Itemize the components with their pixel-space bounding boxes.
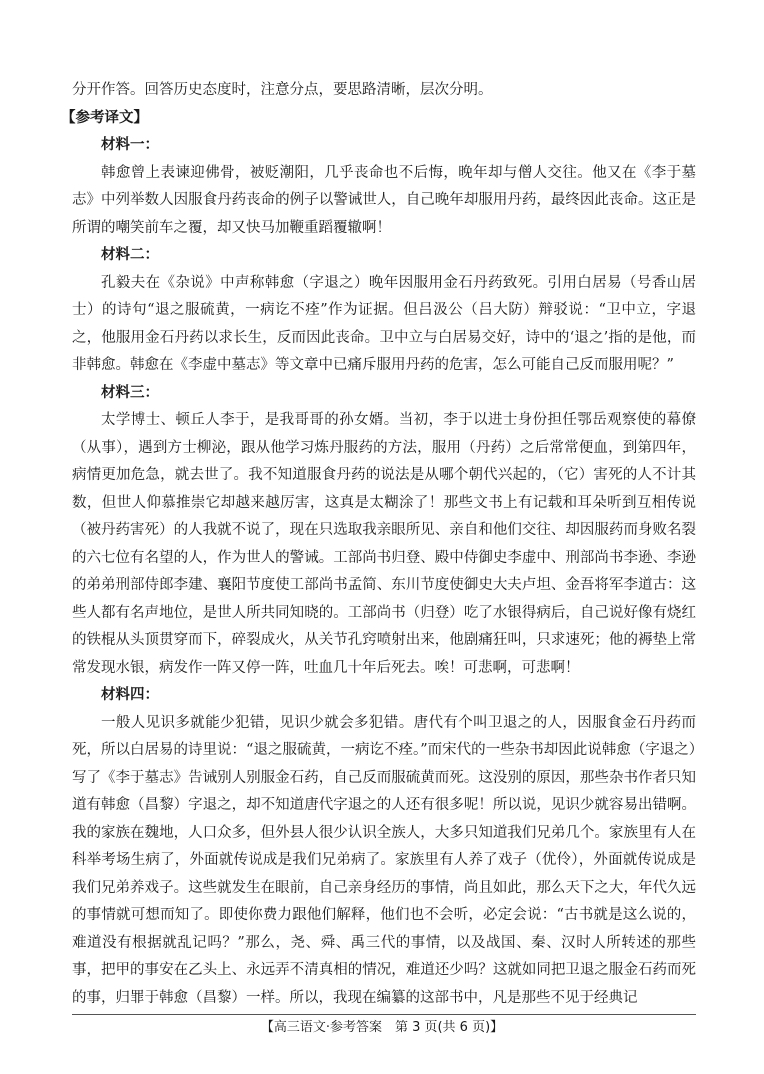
- material-paragraph: 一般人见识多就能少犯错，见识少就会多犯错。唐代有个叫卫退之的人，因服食金石丹药而死，所以白居易的诗里说：“退之服硫黄，一病讫不痊。”而宋代的一些杂书却因此说韩愈（字退之）写了《李于墓志》告诫别人别服金石药，自己反而服硫黄而死。这没别的原因，那些杂书作者只知道有韩愈（昌黎）字退之，却不知道唐代字退之的人还有很多呢！所以说，见识少就容易出错啊。我的家族在魏地，人口众多，但外县人很少认识全族人，大多只知道我们兄弟几个。家族里有人在科举考场生病了，外面就传说成是我们兄弟病了。家族里有人养了戏子（优伶），外面就传说成是我们兄弟养戏子。这些就发生在眼前，自己亲身经历的事情，尚且如此，那么天下之大，年代久远的事情就可想而知了。即使你费力跟他们解释，他们也不会听，必定会说：“古书就是这么说的，难道没有根据就乱记吗？”那么，尧、舜、禹三代的事情，以及战国、秦、汉时人所转述的那些事，把甲的事安在乙头上、永远弄不清真相的情况，难道还少吗？这就如同把卫退之服金石药而死的事，归罪于韩愈（昌黎）一样。所以，我现在编纂的这部书中，凡是那些不见于经典记: [72, 714, 696, 1006]
- section-tag: 【参考译文】: [61, 109, 148, 126]
- material-heading: 材料四：: [101, 687, 159, 703]
- material-heading: 材料三：: [101, 384, 159, 401]
- material-heading: 材料一：: [101, 137, 159, 153]
- document-body: [61, 77, 696, 1012]
- material-paragraph: 韩愈曾上表谏迎佛骨，被贬潮阳，几乎丧命也不后悔，晚年却与僧人交往。他又在《李于墓志》中列举数人因服食丹药丧命的例子以警诫世人，自己晚年却服用丹药，最终因此丧命。这正是所谓的嘲笑前车之覆，却又快马加鞭重蹈覆辙啊！: [72, 164, 696, 236]
- material-section-4: [72, 682, 696, 1012]
- material-paragraph: 太学博士、顿丘人李于，是我哥哥的孙女婿。当初，李于以进士身份担任鄂岳观察使的幕僚（从事），遇到方士柳泌，跟从他学习炼丹服药的方法，服用（丹药）之后常常便血，到第四年，病情更加危急，就去世了。我不知道服食丹药的说法是从哪个朝代兴起的，（它）害死的人不计其数，但世人仰慕推崇它却越来越厉害，这真是太糊涂了！那些文书上有记载和耳朵听到互相传说（被丹药害死）的人我就不说了，现在只选取我亲眼所见、亲自和他们交往、却因服药而身败名裂的六七位有名望的人，作为世人的警诫。工部尚书归登、殿中侍御史李虚中、刑部尚书李逊、李逊的弟弟刑部侍郎李建、襄阳节度使工部尚书孟简、东川节度使御史大夫卢坦、金吾将军李道古：这些人都有名声地位，是世人所共同知晓的。工部尚书（归登）吃了水银得病后，自己说好像有烧红的铁棍从头顶贯穿而下，碎裂成火，从关节孔窍喷射出来，他剧痛狂叫，只求速死；他的褥垫上常常发现水银，病发作一阵又停一阵，吐血几十年后死去。唉！可悲啊，可悲啊！: [72, 412, 696, 676]
- footer-divider: [72, 1014, 696, 1015]
- material-heading: 材料二：: [101, 247, 159, 263]
- material-section-2: [72, 242, 696, 380]
- material-section-3: [72, 380, 696, 683]
- page-footer: 【高三语文·参考答案 第 3 页(共 6 页)】: [260, 1020, 504, 1035]
- material-paragraph: 孔毅夫在《杂说》中声称韩愈（字退之）晚年因服用金石丹药致死。引用白居易（号香山居士）的诗句“退之服硫黄，一病讫不痊”作为证据。但吕汲公（吕大防）辩驳说：“卫中立，字退之，他服用金石丹药以求长生，反而因此丧命。卫中立与白居易交好，诗中的‘退之’指的是他，而非韩愈。韩愈在《李虚中墓志》等文章中已痛斥服用丹药的危害，怎么可能自己反而服用呢？”: [72, 274, 696, 373]
- intro-line: 分开作答。回答历史态度时，注意分点，要思路清晰，层次分明。: [72, 82, 493, 98]
- material-section-1: [72, 132, 696, 242]
